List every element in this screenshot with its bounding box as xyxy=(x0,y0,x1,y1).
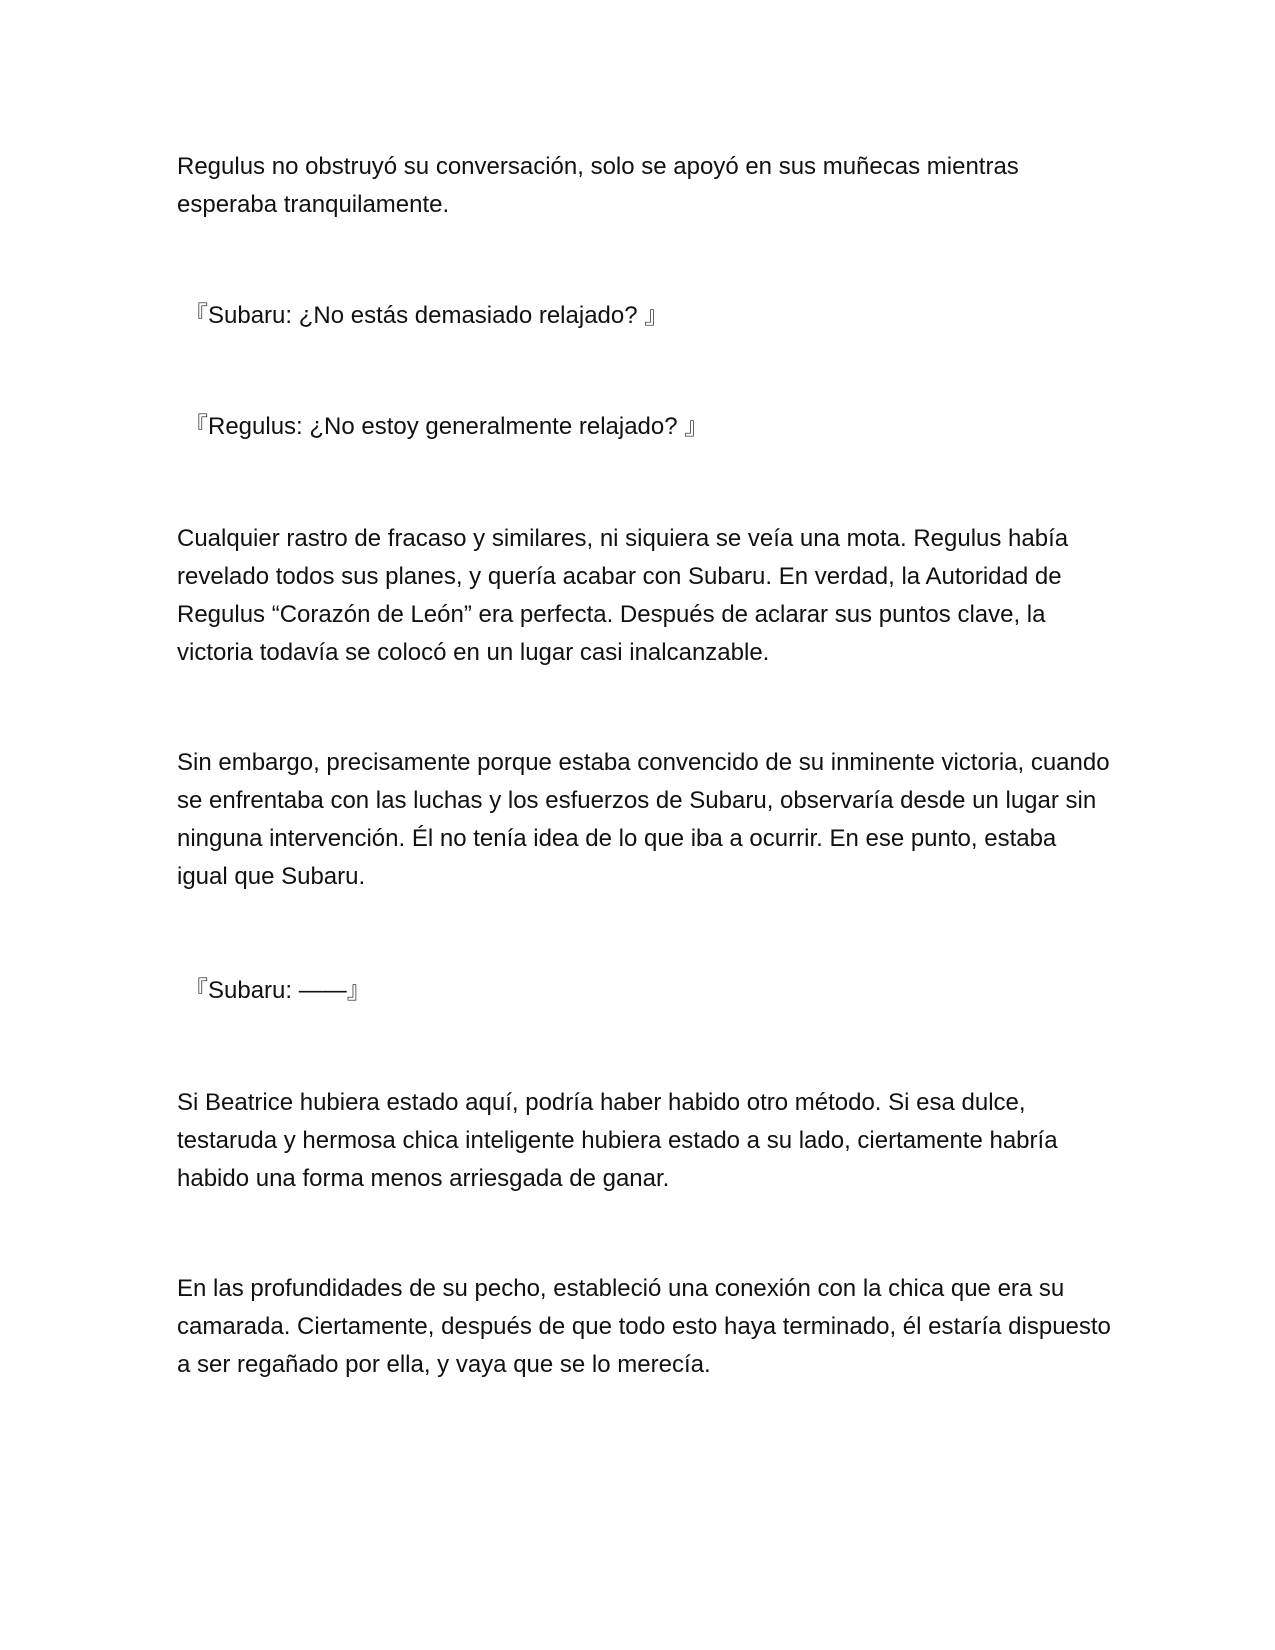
paragraph-regulus-waits: Regulus no obstruyó su conversación, solo se apoyó en sus muñecas mientras esperaba tranquilamente. xyxy=(177,153,1019,218)
dialogue-subaru-relaxed: 『Subaru: ¿No estás demasiado relajado? 』 xyxy=(184,302,669,329)
dialogue-subaru-silence: 『Subaru: ——』 xyxy=(184,977,371,1004)
paragraph-victory: Sin embargo, precisamente porque estaba convencido de su inminente victoria, cuando se enfrentaba con las luchas y los esfuerzos de Subaru, observaría desde un lugar sin ninguna intervención. Él no tenía idea de lo que iba a ocurrir. En ese punto, estaba igual que Subaru. xyxy=(177,749,1110,890)
paragraph-connection: En las profundidades de su pecho, estableció una conexión con la chica que era su camarada. Ciertamente, después de que todo esto haya terminado, él estaría dispuesto a ser regañado por ella, y vaya que se lo merecía. xyxy=(177,1275,1111,1378)
dialogue-regulus-relaxed: 『Regulus: ¿No estoy generalmente relajado? 』 xyxy=(184,413,709,440)
paragraph-beatrice: Si Beatrice hubiera estado aquí, podría haber habido otro método. Si esa dulce, testaruda y hermosa chica inteligente hubiera estado a su lado, ciertamente habría habido una forma menos arriesgada de ganar. xyxy=(177,1089,1058,1192)
paragraph-authority: Cualquier rastro de fracaso y similares, ni siquiera se veía una mota. Regulus había revelado todos sus planes, y quería acabar con Subaru. En verdad, la Autoridad de Regulus “Corazón de León” era perfecta. Después de aclarar sus puntos clave, la victoria todavía se colocó en un lugar casi inalcanzable. xyxy=(177,525,1069,666)
